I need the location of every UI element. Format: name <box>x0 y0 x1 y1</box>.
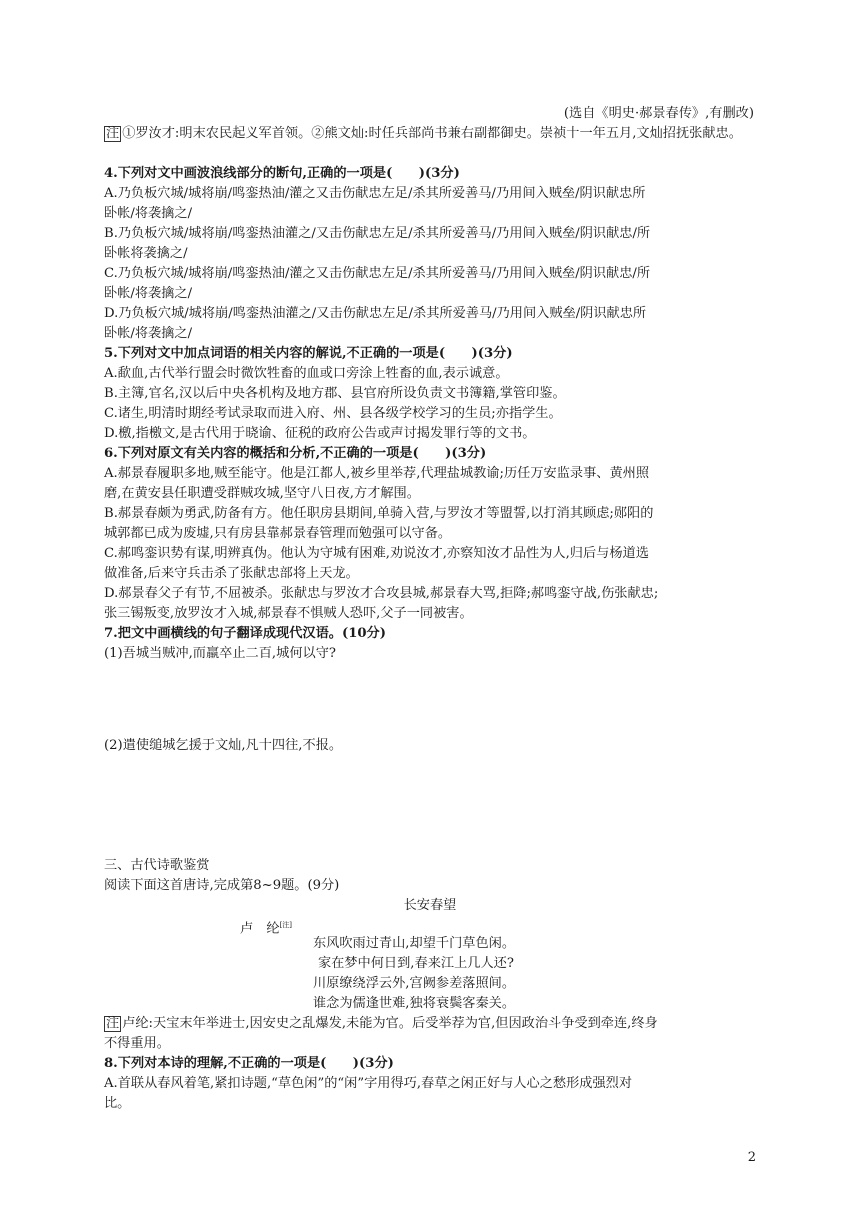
q8-option-a-line1: A.首联从春风着笔,紧扣诗题,“草色闲”的“闲”字用得巧,春草之闲正好与人心之愁形成强烈对 <box>104 1076 633 1091</box>
note-marker: 注 <box>106 1016 120 1031</box>
section-3-title: 三、古代诗歌鉴赏 <box>104 858 210 873</box>
note-text: ①罗汝才:明末农民起义军首领。②熊文灿:时任兵部尚书兼右副都御史。崇祯十一年五月,文灿招抚张献忠。 <box>122 126 742 141</box>
q6-option-b-line2: 城郭都已成为废墟,只有房县靠郝景春管理而勉强可以守备。 <box>104 526 452 541</box>
q6-option-c-line2: 做准备,后来守兵击杀了张献忠部将上天龙。 <box>104 566 359 581</box>
q6-option-d-line2: 张三锡叛变,放罗汝才入城,郝景春不惧贼人恐吓,父子一同被害。 <box>104 606 473 621</box>
q4-option-d-line1: D.乃负板穴城/城将崩/鸣銮热油灌之/又击伤献忠左足/杀其所爱善马/乃用间入贼垒/阴识献忠所 <box>104 306 647 321</box>
poem-title: 长安春望 <box>403 898 457 913</box>
note-2-text: 卢纶:天宝末年举进士,因安史之乱爆发,未能为官。后受举荐为官,但因政治斗争受到牵连,终身 <box>122 1016 658 1031</box>
q4-option-a-line2: 卧帐/将袭擒之/ <box>104 206 193 221</box>
q6-option-b-line1: B.郝景春颇为勇武,防备有方。他任职房县期间,单骑入营,与罗汝才等盟誓,以打消其顾虑;郧阳的 <box>104 506 654 521</box>
annotation-note-1 <box>104 124 754 144</box>
poem-author <box>240 915 292 939</box>
q4-option-c-line1: C.乃负板穴城/城将崩/鸣銮热油/灌之又击伤献忠左足/杀其所爱善马/乃用间入贼垒/阴识献忠/所 <box>104 266 651 281</box>
q5-option-a: A.歃血,古代举行盟会时微饮牲畜的血或口旁涂上牲畜的血,表示诚意。 <box>104 366 509 381</box>
poem-line-4: 谁念为儒逢世难,独将衰鬓客秦关。 <box>313 996 516 1011</box>
q8-option-a-line2: 比。 <box>104 1096 131 1111</box>
page-number: 2 <box>747 1150 756 1165</box>
author-note-mark: [注] <box>279 921 293 929</box>
source-note: (选自《明史·郝景春传》,有删改) <box>563 106 754 121</box>
q5-option-d: D.檄,指檄文,是古代用于晓谕、征税的政府公告或声讨揭发罪行等的文书。 <box>104 426 536 441</box>
q5-option-c: C.诸生,明清时期经考试录取而进入府、州、县各级学校学习的生员;亦指学生。 <box>104 406 562 421</box>
annotation-note-2-line2: 不得重用。 <box>104 1036 170 1051</box>
q4-option-d-line2: 卧帐/将袭擒之/ <box>104 326 193 341</box>
q6-option-a-line2: 磨,在黄安县任职遭受群贼攻城,坚守八日夜,方才解围。 <box>104 486 420 501</box>
q6-option-c-line1: C.郝鸣銮识势有谋,明辨真伪。他认为守城有困难,劝说汝才,亦察知汝才品性为人,归后与杨道选 <box>104 546 649 561</box>
question-5-stem: 5.下列对文中加点词语的相关内容的解说,不正确的一项是( )(3分) <box>104 346 513 361</box>
q4-option-b-line1: B.乃负板穴城/城将崩/鸣銮热油灌之/又击伤献忠左足/杀其所爱善马/乃用间入贼垒/阴识献忠/所 <box>104 226 651 241</box>
q6-option-d-line1: D.郝景春父子有节,不屈被杀。张献忠与罗汝才合攻县城,郝景春大骂,拒降;郝鸣銮守战,伤张献忠; <box>104 586 659 601</box>
q6-option-a-line1: A.郝景春履职多地,贼至能守。他是江都人,被乡里举荐,代理盐城教谕;历任万安监录事、黄州照 <box>104 466 650 481</box>
poem-line-2: 家在梦中何日到,春来江上几人还? <box>318 956 514 971</box>
poem-line-1: 东风吹雨过青山,却望千门草色闲。 <box>313 936 516 951</box>
section-3-intro: 阅读下面这首唐诗,完成第8~9题。(9分) <box>104 878 340 893</box>
annotation-note-2-line1 <box>104 1014 658 1034</box>
question-4-stem: 4.下列对文中画波浪线部分的断句,正确的一项是( )(3分) <box>104 166 460 181</box>
question-8-stem: 8.下列对本诗的理解,不正确的一项是( )(3分) <box>104 1056 394 1071</box>
note-marker: 注 <box>106 126 120 141</box>
q7-sentence-1: (1)吾城当贼冲,而羸卒止二百,城何以守? <box>104 646 336 661</box>
author-name: 卢 纶 <box>240 921 280 937</box>
question-7-stem: 7.把文中画横线的句子翻译成现代汉语。(10分) <box>104 626 386 641</box>
q4-option-b-line2: 卧帐将袭擒之/ <box>104 246 188 261</box>
q4-option-c-line2: 卧帐/将袭擒之/ <box>104 286 193 301</box>
q4-option-a-line1: A.乃负板穴城/城将崩/鸣銮热油/灌之又击伤献忠左足/杀其所爱善马/乃用间入贼垒/阴识献忠所 <box>104 186 646 201</box>
q7-sentence-2: (2)遣使缒城乞援于文灿,凡十四往,不报。 <box>104 738 343 753</box>
question-6-stem: 6.下列对原文有关内容的概括和分析,不正确的一项是( )(3分) <box>104 446 487 461</box>
q5-option-b: B.主簿,官名,汉以后中央各机构及地方郡、县官府所设负责文书簿籍,掌管印鉴。 <box>104 386 566 401</box>
poem-line-3: 川原缭绕浮云外,宫阙参差落照间。 <box>313 976 516 991</box>
